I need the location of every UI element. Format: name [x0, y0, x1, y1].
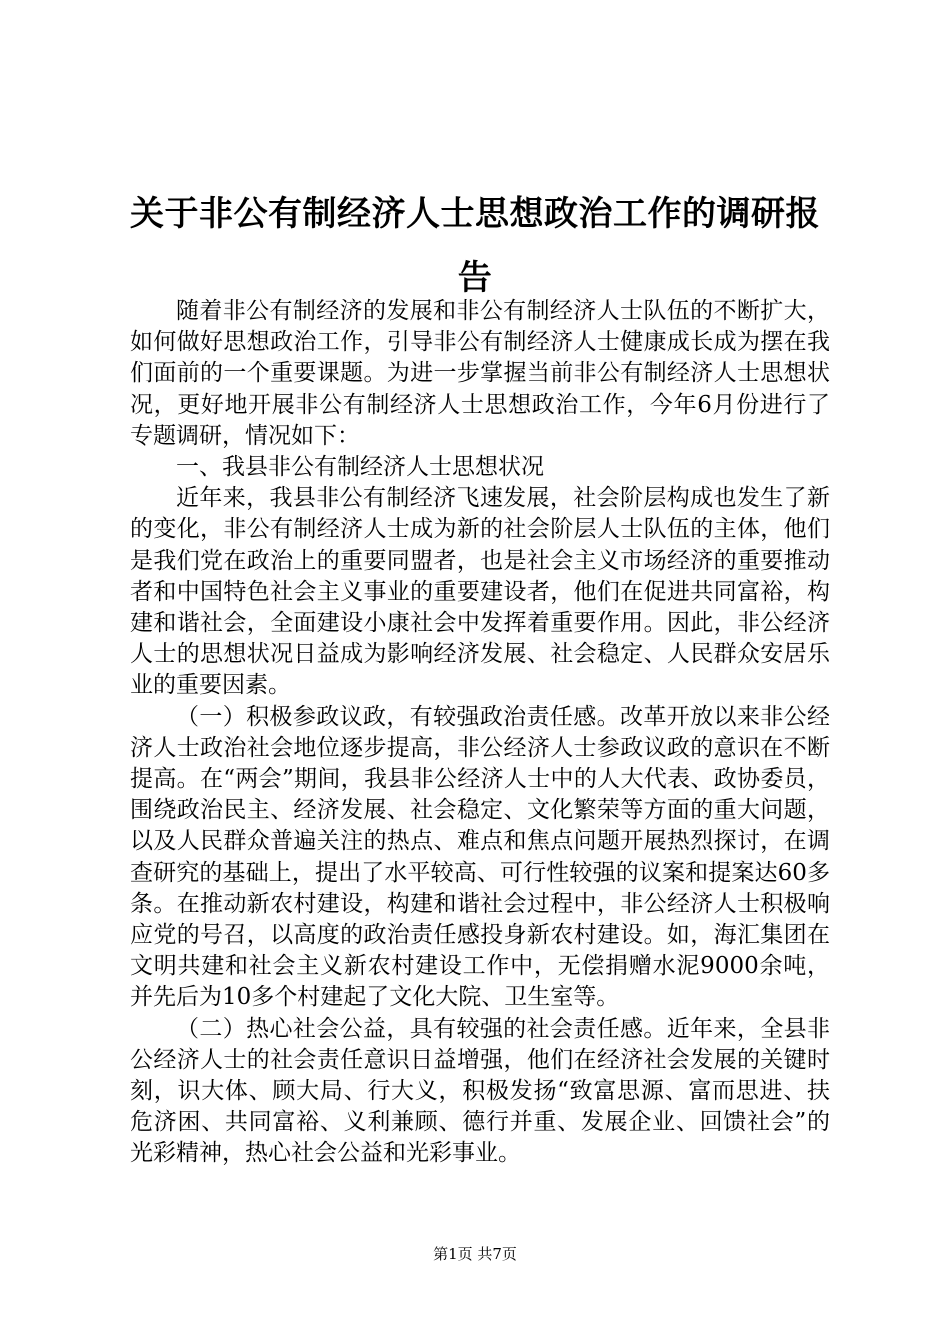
point-one-paragraph: （一）积极参政议政，有较强政治责任感。改革开放以来非公经济人士政治社会地位逐步提高，非公经济人士参政议政的意识在不断提高。在“两会”期间，我县非公经济人士中的人大代表、政协委员，围绕政治民主、经济发展、社会稳定、文化繁荣等方面的重大问题，以及人民群众普遍关注的热点、难点和焦点问题开展热烈探讨，在调查研究的基础上，提出了水平较高、可行性较强的议案和提案达60多条。在推动新农村建设，构建和谐社会过程中，非公经济人士积极响应党的号召，以高度的政治责任感投身新农村建设。如，海汇集团在文明共建和社会主义新农村建设工作中，无偿捐赠水泥9000余吨，并先后为10多个村建起了文化大院、卫生室等。	[130, 703, 830, 1011]
document-body	[130, 296, 830, 1170]
document-title: 关于非公有制经济人士思想政治工作的调研报告	[130, 194, 820, 298]
section-paragraph: 近年来，我县非公有制经济飞速发展，社会阶层构成也发生了新的变化，非公有制经济人士成为新的社会阶层人士队伍的主体，他们是我们党在政治上的重要同盟者，也是社会主义市场经济的重要推动者和中国特色社会主义事业的重要建设者，他们在促进共同富裕，构建和谐社会，全面建设小康社会中发挥着重要作用。因此，非公经济人士的思想状况日益成为影响经济发展、社会稳定、人民群众安居乐业的重要因素。	[130, 485, 830, 699]
point-two-paragraph: （二）热心社会公益，具有较强的社会责任感。近年来，全县非公经济人士的社会责任意识日益增强，他们在经济社会发展的关键时刻，识大体、顾大局、行大义，积极发扬“致富思源、富而思进、扶危济困、共同富裕、义利兼顾、德行并重、发展企业、回馈社会”的光彩精神，热心社会公益和光彩事业。	[130, 1015, 830, 1167]
section-heading: 一、我县非公有制经济人士思想状况	[176, 454, 544, 481]
intro-paragraph: 随着非公有制经济的发展和非公有制经济人士队伍的不断扩大，如何做好思想政治工作，引导非公有制经济人士健康成长成为摆在我们面前的一个重要课题。为进一步掌握当前非公有制经济人士思想状况，更好地开展非公有制经济人士思想政治工作，今年6月份进行了专题调研，情况如下：	[130, 298, 830, 449]
page-number: 第1页 共7页	[433, 1245, 517, 1263]
